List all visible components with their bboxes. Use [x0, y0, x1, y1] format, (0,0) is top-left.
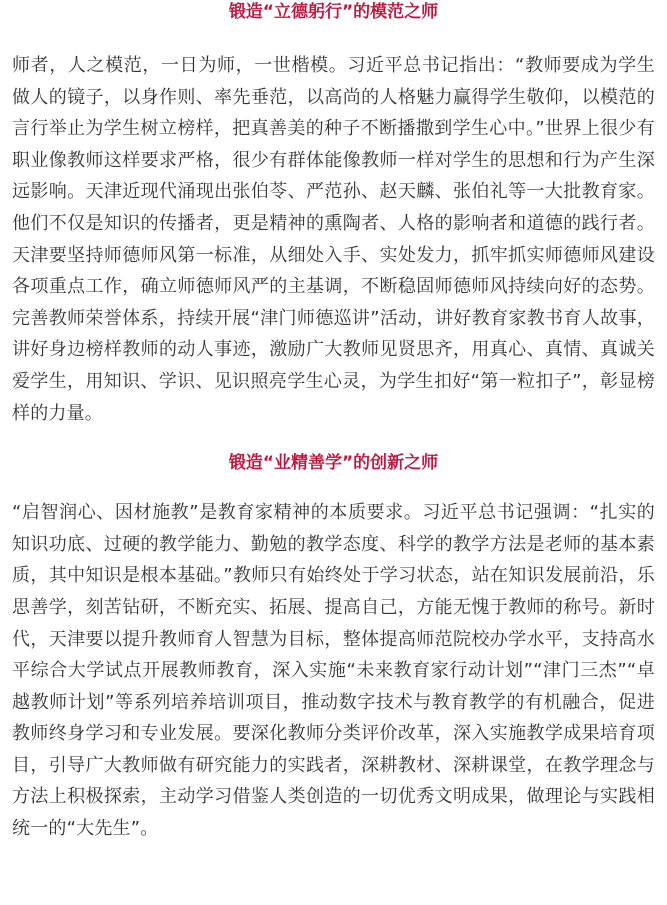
section-heading-innovative-teachers: 锻造“业精善学”的创新之师: [228, 453, 439, 474]
section-paragraph-model-teachers: 师者，人之模范，一日为师，一世楷模。习近平总书记指出：“教师要成为学生做人的镜子，以身作则、率先垂范，以高尚的人格魅力赢得学生敬仰，以模范的言行举止为学生树立榜样，把真善美的种子不断播撒到学生心中。”世界上很少有职业像教师这样要求严格，很少有群体能像教师一样对学生的思想和行为产生深远影响。天津近现代涌现出张伯苓、严范孙、赵天麟、张伯礼等一大批教育家。他们不仅是知识的传播者，更是精神的熏陶者、人格的影响者和道德的践行者。天津要坚持师德师风第一标准，从细处入手、实处发力，抓牢抓实师德师风建设各项重点工作，确立师德师风严的主基调，不断稳固师德师风持续向好的态势。完善教师荣誉体系，持续开展“津门师德巡讲”活动，讲好教育家教书育人故事，讲好身边榜样教师的动人事迹，激励广大教师见贤思齐，用真心、真情、真诚关爱学生，用知识、学识、见识照亮学生心灵，为学生扣好“第一粒扣子”，彰显榜样的力量。: [12, 55, 655, 424]
section-paragraph-innovative-teachers: “启智润心、因材施教”是教育家精神的本质要求。习近平总书记强调：“扎实的知识功底、过硬的教学能力、勤勉的教学态度、科学的教学方法是老师的基本素质，其中知识是根本基础。”教师只有始终处于学习状态，站在知识发展前沿，乐思善学，刻苦钻研，不断充实、拓展、提高自己，方能无愧于教师的称号。新时代，天津要以提升教师育人智慧为目标，整体提高师范院校办学水平，支持高水平综合大学试点开展教师教育，深入实施“未来教育家行动计划”“津门三杰”“卓越教师计划”等系列培养培训项目，推动数字技术与教育教学的有机融合，促进教师终身学习和专业发展。要深化教师分类评价改革，深入实施教学成果培育项目，引导广大教师做有研究能力的实践者，深耕教材、深耕课堂，在教学理念与方法上积极探索，主动学习借鉴人类创造的一切优秀文明成果，做理论与实践相统一的“大先生”。: [12, 502, 655, 840]
section-heading-model-teachers: 锻造“立德躬行”的模范之师: [228, 2, 439, 22]
